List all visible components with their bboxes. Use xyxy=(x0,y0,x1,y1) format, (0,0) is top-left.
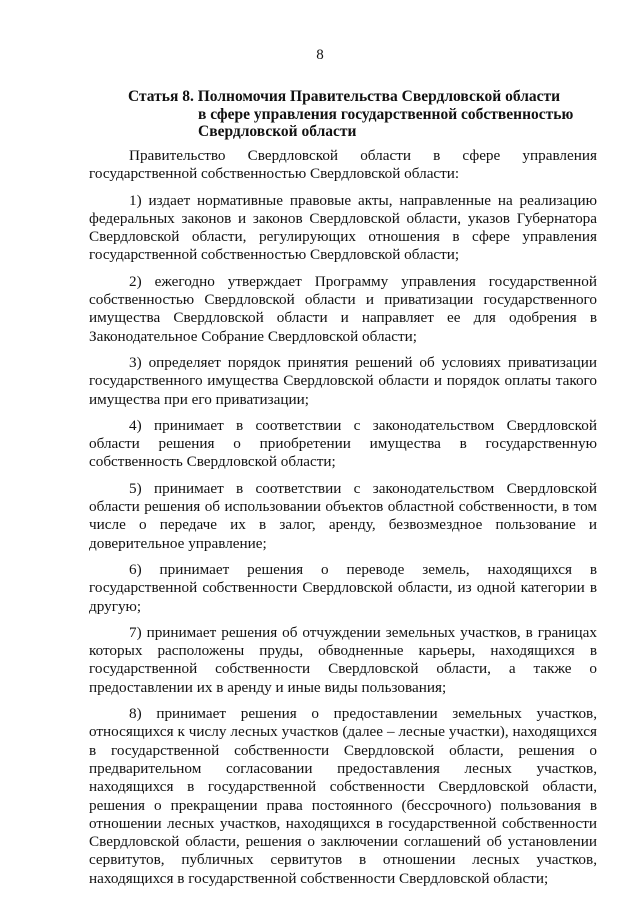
paragraph-intro: Правительство Свердловской области в сфере управления государственной собственностью Свердловской области: xyxy=(89,147,597,183)
paragraph-item-5: 5) принимает в соответствии с законодательством Свердловской области решения об использовании объектов областной собственности, в том числе о передаче их в залог, аренду, безвозмездное пользование и доверительное управление; xyxy=(89,479,597,552)
paragraph-item-6: 6) принимает решения о переводе земель, находящихся в государственной собственности Свердловской области, из одной категории в другую; xyxy=(89,560,597,615)
article-body xyxy=(89,147,597,888)
page-number: 8 xyxy=(316,47,324,63)
paragraph-item-7: 7) принимает решения об отчуждении земельных участков, в границах которых расположены пруды, обводненные карьеры, находящихся в государственной собственности Свердловской области, а также о предоставлении их в аренду и иные виды пользования; xyxy=(89,623,597,696)
paragraph-item-3: 3) определяет порядок принятия решений об условиях приватизации государственного имущества Свердловской области и порядок оплаты такого имущества при его приватизации; xyxy=(89,353,597,408)
article-heading-line-2: в сфере управления государственной собственностью xyxy=(198,105,574,123)
article-heading-line-1: Статья 8. Полномочия Правительства Свердловской области xyxy=(128,88,561,105)
paragraph-item-2: 2) ежегодно утверждает Программу управления государственной собственностью Свердловской области и приватизации государственного имущества Свердловской области и направляет ее для одобрения в Законодательное Собрание Свердловской области; xyxy=(89,272,597,345)
paragraph-item-4: 4) принимает в соответствии с законодательством Свердловской области решения о приобретении имущества в государственную собственность Свердловской области; xyxy=(89,416,597,471)
paragraph-item-1: 1) издает нормативные правовые акты, направленные на реализацию федеральных законов и законов Свердловской области, указов Губернатора Свердловской области, регулирующих отношения в сфере управления государственной собственностью Свердловской области; xyxy=(89,191,597,264)
paragraph-item-8: 8) принимает решения о предоставлении земельных участков, относящихся к числу лесных участков (далее – лесные участки), находящихся в государственной собственности Свердловской области, решения о предварительном согласовании предоставления лесных участков, находящихся в государственной собственности Свердловской области, решения о прекращении права постоянного (бессрочного) пользования в отношении лесных участков, находящихся в государственной собственности Свердловской области, решения о заключении соглашений об установлении сервитутов, публичных сервитутов в отношении лесных участков, находящихся в государственной собственности Свердловской области; xyxy=(89,705,597,887)
article-heading xyxy=(128,88,598,141)
article-heading-line-3: Свердловской области xyxy=(198,123,357,140)
